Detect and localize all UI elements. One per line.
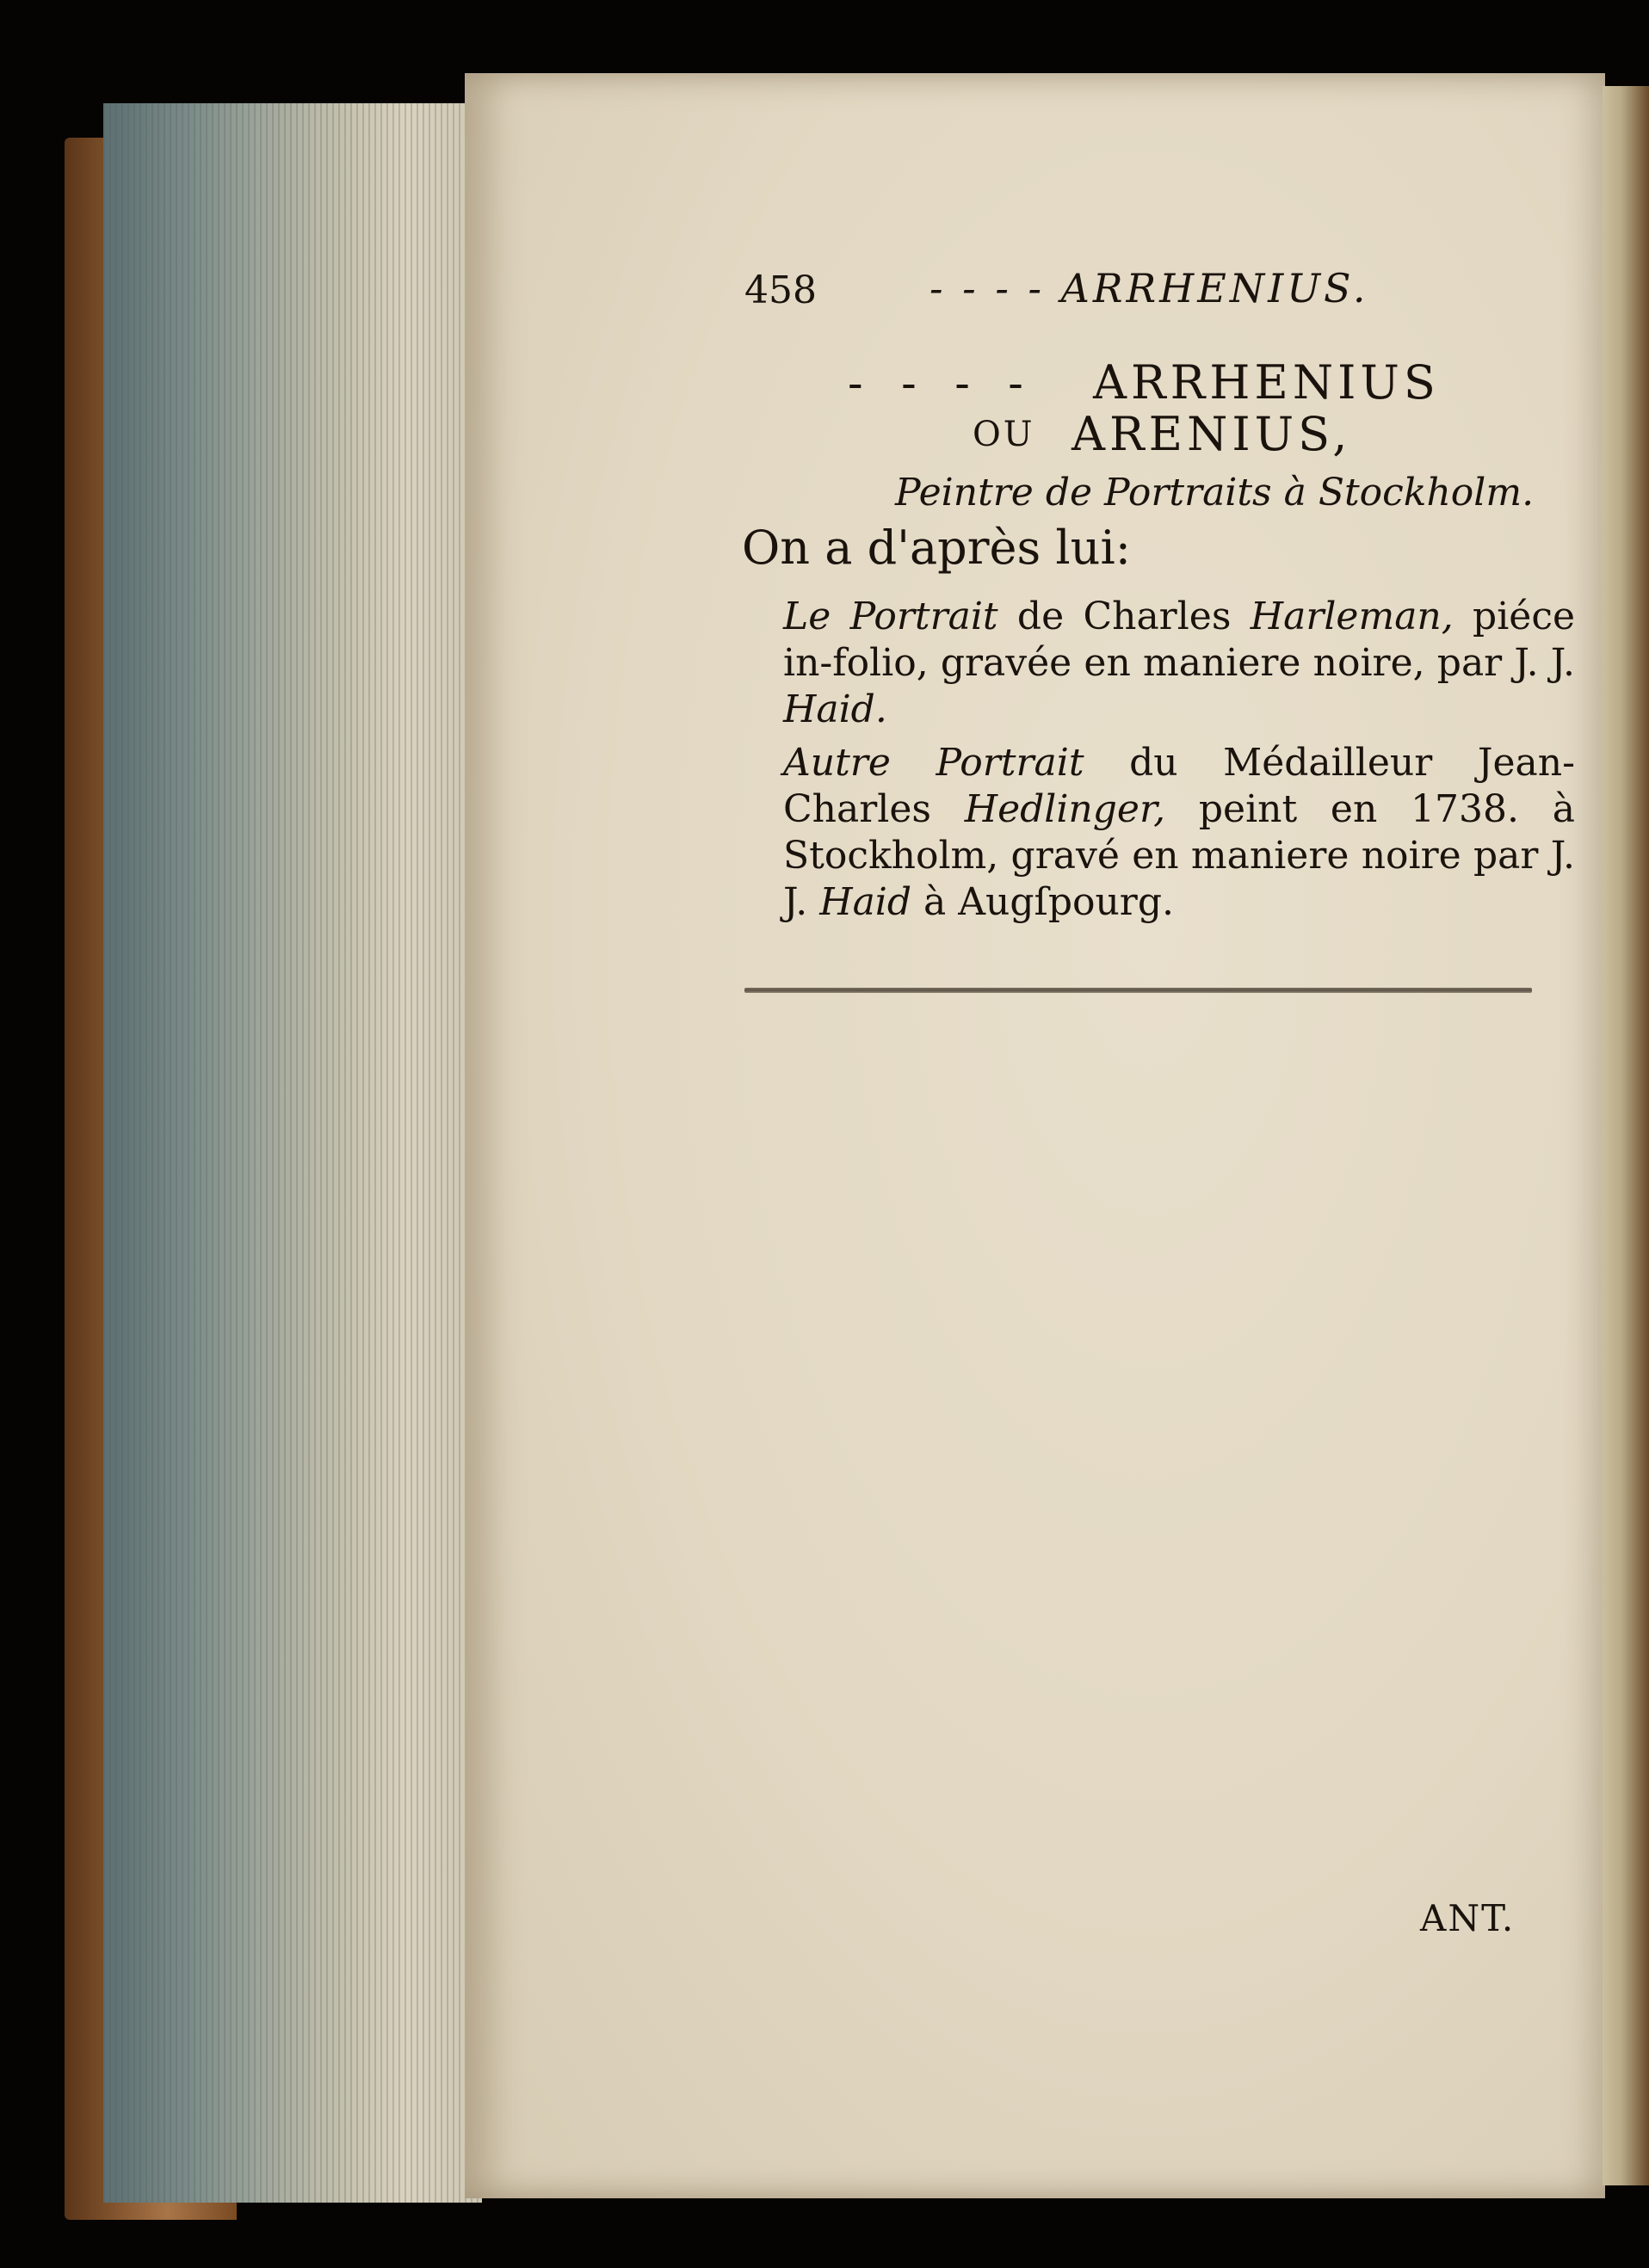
item-sitter: Harleman,	[1250, 595, 1454, 638]
running-head: - - - - ARRHENIUS.	[929, 265, 1369, 311]
item-text: du Médailleur Jean-Charles	[783, 741, 1575, 831]
item-text: piéce in-folio, gravée en maniere noire, par J. J.	[783, 595, 1576, 685]
item-engraver: Haid	[819, 880, 912, 924]
item-engraver: Haid.	[783, 687, 887, 731]
entry-ou: OU	[973, 415, 1035, 454]
facing-page-edge	[1603, 86, 1649, 2185]
item-text: de Charles	[997, 595, 1251, 638]
item-title: Autre Portrait	[783, 741, 1084, 785]
entry-alt-name: ARENIUS,	[1072, 407, 1352, 461]
catchword: ANT.	[1420, 1897, 1516, 1939]
entry-dashes: - - - -	[848, 358, 1035, 410]
entry-intro: On a d'après lui:	[742, 521, 1131, 575]
entry-description: Peintre de Portraits à Stockholm.	[895, 471, 1535, 515]
entry-name: ARRHENIUS	[1093, 355, 1440, 410]
item-text: peint en 1738. à Stockholm, gravé en maniere noire par J. J.	[783, 787, 1575, 924]
page-number: 458	[744, 268, 817, 312]
item-title: Le Portrait	[783, 595, 998, 638]
page-block-edges	[103, 103, 482, 2203]
catalog-item	[783, 740, 1575, 926]
section-rule	[744, 988, 1532, 993]
item-sitter: Hedlinger,	[964, 787, 1166, 831]
item-text: à Augſpourg.	[911, 880, 1174, 924]
catalog-item	[783, 594, 1575, 733]
